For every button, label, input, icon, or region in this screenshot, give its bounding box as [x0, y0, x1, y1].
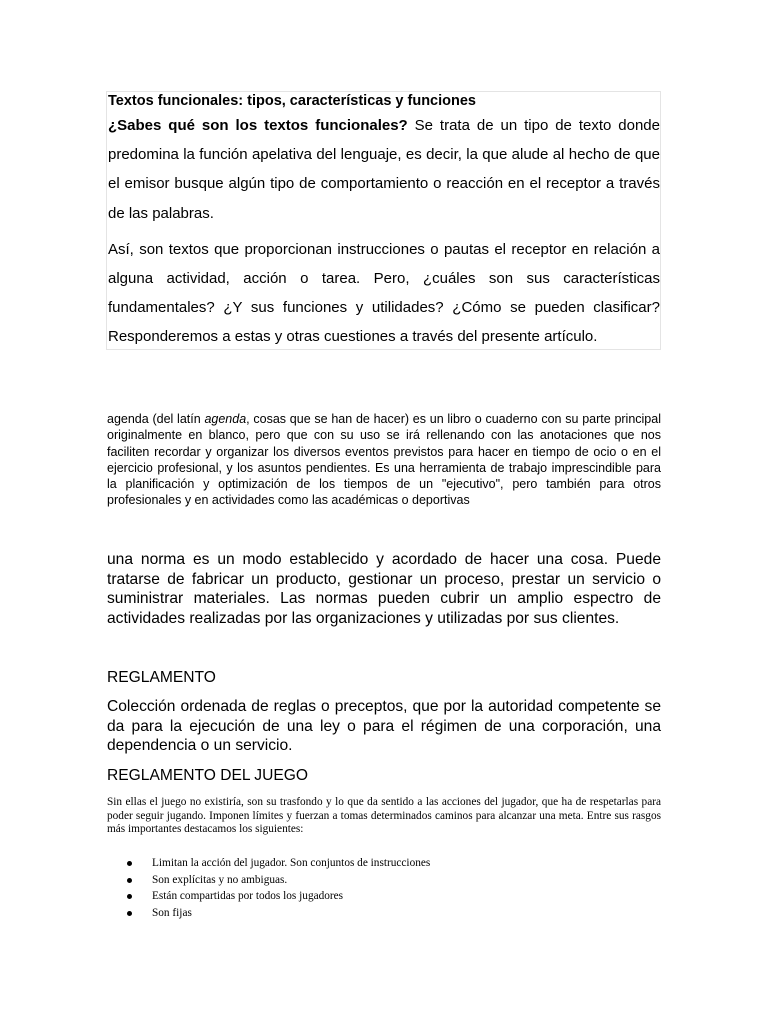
- bullet-icon: [127, 894, 132, 899]
- reglamento-juego-list: [127, 855, 430, 921]
- reglamento-definition: Colección ordenada de reglas o preceptos, que por la autoridad competente se da para la ejecución de una ley o para el régimen de una corporación, una dependencia o un servicio.: [107, 698, 661, 754]
- agenda-lead: agenda (del latín: [107, 412, 205, 426]
- intro-paragraph-1-body: Se trata de un tipo de texto donde predomina la función apelativa del lenguaje, es decir, la que alude al hecho de que el emisor busque algún tipo de comportamiento o reacción en el receptor a través de las palabras.: [108, 117, 660, 222]
- agenda-body: , cosas que se han de hacer) es un libro o cuaderno con su parte principal originalmente en blanco, pero que con su uso se irá rellenando con las anotaciones que nos faciliten recordar y organizar los diversos eventos previstos para hacer en tiempo de ocio o en el ejercicio profesional, y los asuntos pendientes. Es una herramienta de trabajo imprescindible para la planificación y optimización de los tiempos de un "ejecutivo", pero también para otros profesionales y en actividades como las académicas o deportivas: [107, 412, 661, 508]
- intro-question: ¿Sabes qué son los textos funcionales?: [108, 117, 408, 134]
- intro-paragraph-2: Así, son textos que proporcionan instrucciones o pautas el receptor en relación a alguna actividad, acción o tarea. Pero, ¿cuáles son sus características fundamentales? ¿Y sus funciones y utilidades? ¿Cómo se pueden clasificar? Responderemos a estas y otras cuestiones a través del presente artículo.: [108, 240, 660, 346]
- list-item-text: Limitan la acción del jugador. Son conjuntos de instrucciones: [152, 857, 431, 869]
- list-item: [127, 905, 430, 922]
- agenda-definition: [107, 411, 661, 509]
- reglamento-juego-text: Sin ellas el juego no existiría, son su trasfondo y lo que da sentido a las acciones del jugador, que ha de respetarlas para poder seguir jugando. Imponen límites y fuerzan a tomas determinados caminos para alcanzar una meta. Entre sus rasgos más importantes destacamos los siguientes:: [107, 796, 661, 835]
- list-item-text: Están compartidas por todos los jugadores: [152, 890, 344, 902]
- intro-text-box: [106, 91, 661, 350]
- bullet-icon: [127, 861, 132, 866]
- norma-definition: una norma es un modo establecido y acordado de hacer una cosa. Puede tratarse de fabricar un producto, gestionar un proceso, prestar un servicio o suministrar materiales. Las normas pueden cubrir un amplio espectro de actividades realizadas por las organizaciones y utilizadas por sus clientes.: [107, 551, 661, 627]
- list-item: [127, 855, 430, 872]
- list-item: [127, 872, 430, 889]
- reglamento-heading: REGLAMENTO: [107, 669, 216, 686]
- bullet-icon: [127, 878, 132, 883]
- intro-paragraph-1: [108, 111, 660, 228]
- list-item-text: Son explícitas y no ambiguas.: [152, 873, 288, 886]
- reglamento-juego-heading: REGLAMENTO DEL JUEGO: [107, 767, 309, 784]
- bullet-icon: [127, 911, 132, 916]
- agenda-term: agenda: [204, 412, 247, 426]
- list-item-text: Son fijas: [152, 906, 192, 919]
- list-item: [127, 888, 430, 905]
- intro-title: Textos funcionales: tipos, características y funciones: [108, 93, 476, 109]
